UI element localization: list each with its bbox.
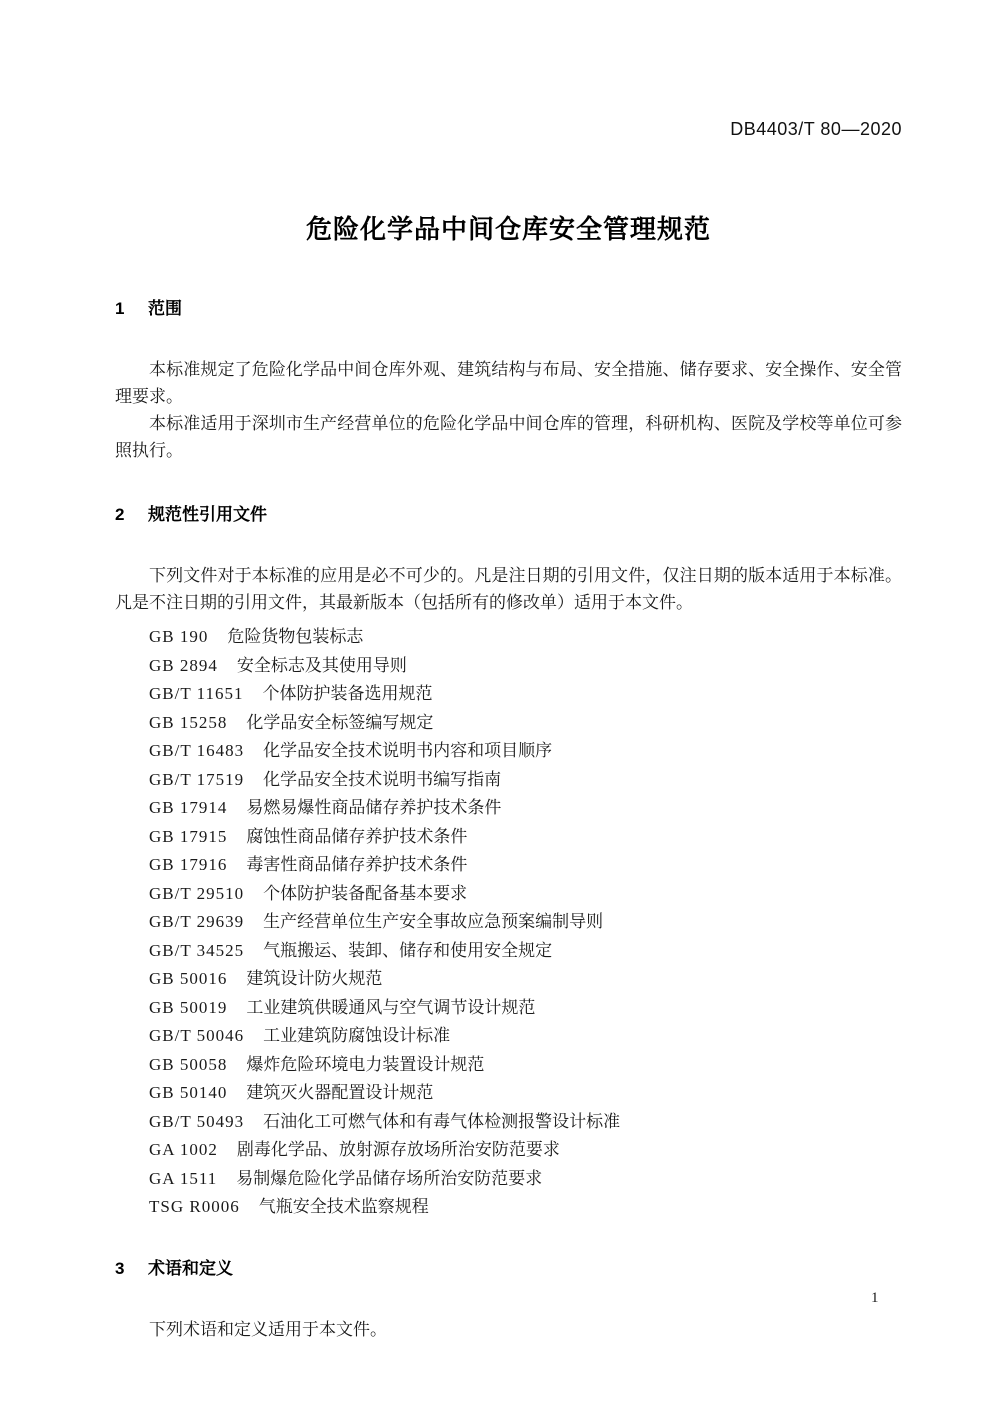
reference-code: GB 50016 — [149, 969, 228, 988]
reference-title: 毒害性商品储存养护技术条件 — [246, 855, 468, 874]
reference-code: GB/T 11651 — [149, 684, 244, 703]
section-number: 2 — [115, 505, 125, 524]
reference-item — [115, 737, 902, 766]
reference-code: GB 50058 — [149, 1054, 228, 1074]
reference-item — [115, 1165, 902, 1194]
reference-code: GB/T 50493 — [149, 1111, 245, 1131]
reference-title: 气瓶搬运、装卸、储存和使用安全规定 — [263, 940, 553, 960]
reference-item — [115, 1108, 902, 1137]
reference-title: 剧毒化学品、放射源存放场所治安防范要求 — [236, 1140, 560, 1159]
reference-item — [115, 1193, 902, 1222]
doc-number: DB4403/T 80—2020 — [730, 119, 902, 139]
reference-code: GB 17914 — [149, 798, 228, 817]
reference-title: 化学品安全技术说明书内容和项目顺序 — [263, 741, 553, 760]
reference-code: GB 17916 — [149, 855, 228, 874]
reference-title: 建筑设计防火规范 — [246, 969, 383, 988]
reference-title: 生产经营单位生产安全事故应急预案编制导则 — [263, 912, 604, 931]
reference-code: GB/T 50046 — [149, 1026, 245, 1045]
reference-code: GA 1002 — [149, 1140, 218, 1159]
paragraph: 下列术语和定义适用于本文件。 — [149, 1319, 387, 1339]
reference-code: GB 190 — [149, 627, 209, 646]
reference-code: GB/T 17519 — [149, 769, 245, 789]
paragraph: 下列文件对于本标准的应用是必不可少的。凡是注日期的引用文件，仅注日期的版本适用于本标准。凡是不注日期的引用文件，其最新版本（包括所有的修改单）适用于本文件。 — [115, 566, 902, 612]
reference-item — [115, 794, 902, 823]
reference-item — [115, 965, 902, 994]
reference-item — [115, 1136, 902, 1165]
reference-item — [115, 994, 902, 1023]
reference-title: 工业建筑供暖通风与空气调节设计规范 — [246, 997, 536, 1017]
page-content — [0, 118, 992, 1343]
reference-code: GB 17915 — [149, 826, 228, 846]
reference-code: GB 2894 — [149, 655, 218, 675]
section-number: 1 — [115, 299, 125, 318]
reference-title: 腐蚀性商品储存养护技术条件 — [246, 826, 468, 846]
reference-title: 个体防护装备选用规范 — [262, 684, 433, 703]
reference-title: 安全标志及其使用导则 — [236, 655, 407, 675]
paragraph: 本标准适用于深圳市生产经营单位的危险化学品中间仓库的管理，科研机构、医院及学校等单位可参照执行。 — [115, 414, 902, 460]
reference-list — [115, 623, 902, 1222]
reference-code: GB/T 34525 — [149, 940, 245, 960]
page-number: 1 — [871, 1290, 879, 1306]
reference-item — [115, 623, 902, 652]
reference-title: 化学品安全技术说明书编写指南 — [263, 769, 502, 789]
reference-code: GB 50019 — [149, 997, 228, 1017]
reference-code: GB/T 16483 — [149, 741, 245, 760]
reference-title: 个体防护装备配备基本要求 — [263, 883, 468, 903]
reference-item — [115, 937, 902, 966]
section-heading-label: 范围 — [148, 299, 182, 318]
reference-title: 易燃易爆性商品储存养护技术条件 — [246, 798, 502, 817]
reference-code: GB/T 29510 — [149, 883, 245, 903]
reference-title: 建筑灭火器配置设计规范 — [246, 1083, 434, 1102]
reference-code: GB 50140 — [149, 1083, 228, 1102]
section-number: 3 — [115, 1258, 125, 1278]
reference-title: 化学品安全标签编写规定 — [246, 712, 434, 732]
reference-title: 石油化工可燃气体和有毒气体检测报警设计标准 — [263, 1111, 621, 1131]
reference-code: GB/T 29639 — [149, 912, 245, 931]
reference-item — [115, 851, 902, 880]
reference-item — [115, 823, 902, 852]
reference-item — [115, 709, 902, 738]
reference-code: GA 1511 — [149, 1168, 218, 1188]
section-heading-label: 规范性引用文件 — [148, 505, 267, 524]
reference-item — [115, 908, 902, 937]
section-terms-definitions — [115, 1258, 902, 1343]
reference-item — [115, 1022, 902, 1051]
section-normative-references — [115, 504, 902, 1222]
reference-item — [115, 680, 902, 709]
section-heading — [115, 298, 902, 320]
paragraph: 本标准规定了危险化学品中间仓库外观、建筑结构与布局、安全措施、储存要求、安全操作、安全管理要求。 — [115, 360, 902, 406]
reference-item — [115, 1051, 902, 1080]
section-scope — [115, 298, 902, 464]
reference-title: 爆炸危险环境电力装置设计规范 — [246, 1054, 485, 1074]
reference-item — [115, 766, 902, 795]
section-heading-label: 术语和定义 — [148, 1258, 233, 1278]
reference-title: 工业建筑防腐蚀设计标准 — [263, 1026, 451, 1045]
page-title: 危险化学品中间仓库安全管理规范 — [305, 214, 711, 244]
reference-code: TSG R0006 — [149, 1197, 240, 1216]
reference-title: 易制爆危险化学品储存场所治安防范要求 — [236, 1168, 543, 1188]
reference-item — [115, 1079, 902, 1108]
section-heading — [115, 1258, 902, 1280]
reference-title: 危险货物包装标志 — [227, 627, 364, 646]
reference-item — [115, 880, 902, 909]
reference-title: 气瓶安全技术监察规程 — [258, 1197, 429, 1216]
section-heading — [115, 504, 902, 526]
reference-item — [115, 652, 902, 681]
reference-code: GB 15258 — [149, 712, 228, 732]
